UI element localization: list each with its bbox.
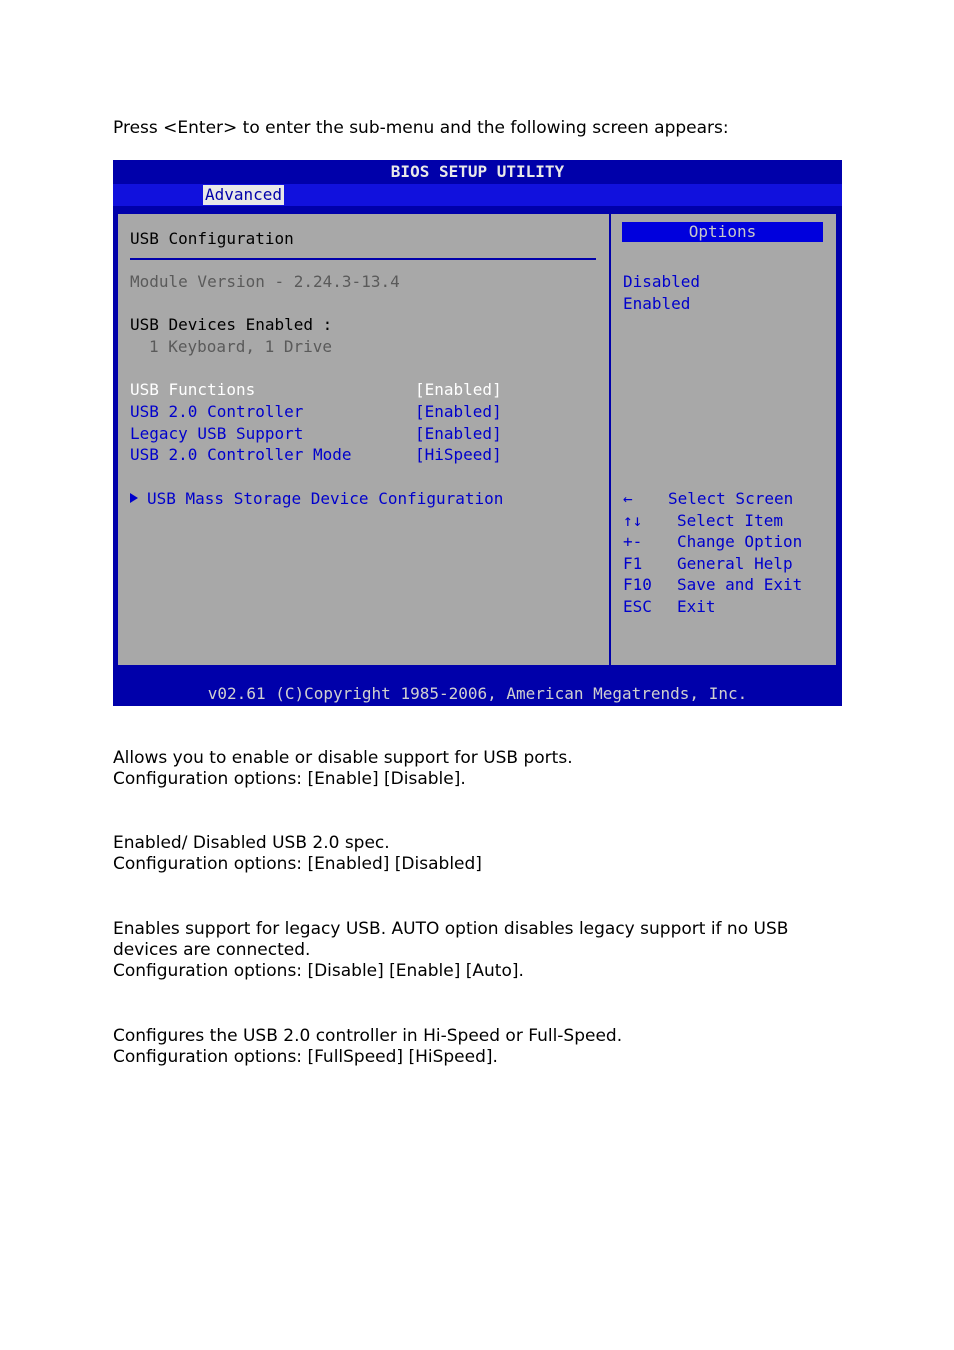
usb-devices-label: USB Devices Enabled :	[130, 315, 333, 334]
key-left-arrow: ←	[623, 489, 633, 508]
key-up-down: ↑↓	[623, 511, 643, 530]
setting-usb-functions-value[interactable]: [Enabled]	[415, 380, 502, 399]
copyright-bar: v02.61 (C)Copyright 1985-2006, American Megatrends, Inc.	[113, 681, 842, 706]
key-f1: F1	[623, 554, 643, 573]
key-change-option: Change Option	[677, 532, 803, 551]
option-disabled[interactable]: Disabled	[623, 272, 701, 291]
key-plus-minus: +-	[623, 532, 643, 551]
desc-line: Configures the USB 2.0 controller in Hi-Speed or Full-Speed.	[113, 1026, 623, 1046]
divider	[130, 258, 596, 260]
option-enabled[interactable]: Enabled	[623, 294, 691, 313]
key-select-item: Select Item	[677, 511, 783, 530]
setting-usb20-mode[interactable]: USB 2.0 Controller Mode	[130, 445, 352, 464]
options-panel	[609, 212, 838, 667]
desc-line: Enables support for legacy USB. AUTO option disables legacy support if no USB devices are connected.	[113, 919, 789, 960]
main-panel	[116, 212, 611, 667]
desc-line: Allows you to enable or disable support for USB ports.	[113, 748, 573, 768]
key-general-help: General Help	[677, 554, 793, 573]
desc-line: Enabled/ Disabled USB 2.0 spec.	[113, 833, 390, 853]
bios-screen	[113, 160, 842, 706]
menu-bar	[113, 184, 842, 206]
intro-text: Press <Enter> to enter the sub-menu and the following screen appears:	[113, 118, 729, 138]
bios-title: BIOS SETUP UTILITY	[113, 160, 842, 184]
options-header: Options	[622, 222, 823, 242]
setting-legacy-usb-value[interactable]: [Enabled]	[415, 424, 502, 443]
module-version: Module Version - 2.24.3-13.4	[130, 272, 400, 291]
submenu-arrow-icon	[130, 493, 138, 503]
submenu-label: USB Mass Storage Device Configuration	[147, 489, 504, 508]
desc-options: Configuration options: [Enable] [Disable].	[113, 769, 466, 789]
key-exit: Exit	[677, 597, 716, 616]
panel-title: USB Configuration	[130, 229, 294, 248]
key-esc: ESC	[623, 597, 652, 616]
usb-devices-value: 1 Keyboard, 1 Drive	[149, 337, 333, 356]
desc-options: Configuration options: [Enabled] [Disabled]	[113, 854, 482, 874]
desc-options: Configuration options: [Disable] [Enable] [Auto].	[113, 961, 524, 981]
key-select-screen: Select Screen	[668, 489, 794, 508]
submenu-mass-storage[interactable]	[130, 489, 503, 509]
key-save-exit: Save and Exit	[677, 575, 803, 594]
tab-advanced[interactable]: Advanced	[205, 185, 283, 204]
key-f10: F10	[623, 575, 652, 594]
setting-usb20-controller[interactable]: USB 2.0 Controller	[130, 402, 304, 421]
setting-usb-functions[interactable]: USB Functions	[130, 380, 256, 399]
desc-options: Configuration options: [FullSpeed] [HiSpeed].	[113, 1047, 498, 1067]
setting-usb20-mode-value[interactable]: [HiSpeed]	[415, 445, 502, 464]
setting-usb20-controller-value[interactable]: [Enabled]	[415, 402, 502, 421]
setting-legacy-usb[interactable]: Legacy USB Support	[130, 424, 304, 443]
